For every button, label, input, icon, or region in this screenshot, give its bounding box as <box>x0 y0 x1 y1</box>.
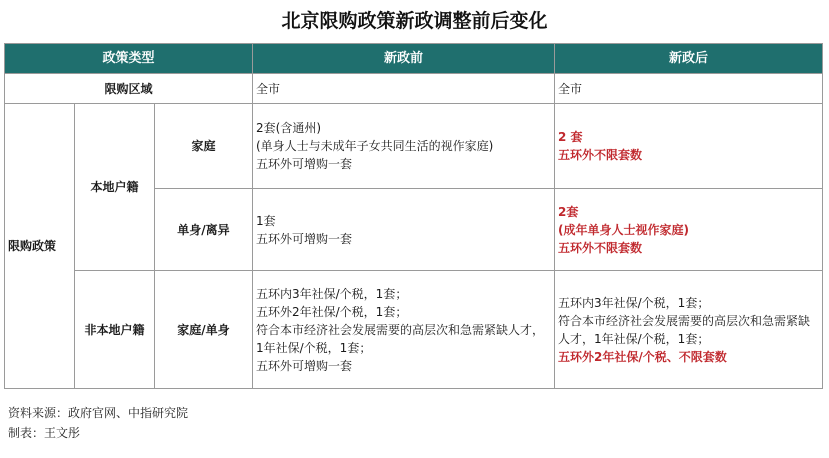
local-single-before-line: 1套 <box>256 213 276 228</box>
local-single-before-line: 五环外可增购一套 <box>256 231 353 246</box>
area-after: 全市 <box>555 74 823 104</box>
local-family-before <box>253 104 555 189</box>
local-family-after <box>555 104 823 189</box>
area-before: 全市 <box>253 74 555 104</box>
nonlocal-after-line: 五环内3年社保/个税，1套； <box>558 295 710 310</box>
nonlocal-before-line: 五环外2年社保/个税，1套； <box>256 304 408 319</box>
nonlocal-before <box>253 271 555 389</box>
local-family-after-line: 五环外不限套数 <box>558 148 643 162</box>
local-family-label: 家庭 <box>155 104 253 189</box>
nonlocal-after <box>555 271 823 389</box>
header-after: 新政后 <box>555 44 823 74</box>
table-row-local-family <box>5 104 823 189</box>
table-row-nonlocal <box>5 271 823 389</box>
nonlocal-before-line: 五环外可增购一套 <box>256 358 353 373</box>
page-title: 北京限购政策新政调整前后变化 <box>281 10 548 32</box>
local-single-after-line: 2套 <box>558 204 579 219</box>
header-policy-type: 政策类型 <box>5 44 253 74</box>
area-label: 限购区域 <box>5 74 253 104</box>
local-single-after-line: 五环外不限套数 <box>558 240 643 255</box>
source-notes <box>8 403 188 443</box>
local-family-after-line: 2 套 <box>558 130 583 144</box>
local-family-before-line: 2套(含通州) <box>256 121 321 135</box>
made-by-text: 制表：王文彤 <box>8 426 81 440</box>
local-single-before <box>253 189 555 271</box>
policy-label: 限购政策 <box>5 104 75 389</box>
data-source-text: 资料来源：政府官网、中指研究院 <box>8 406 189 420</box>
local-family-before-line: 五环外可增购一套 <box>256 157 353 171</box>
local-single-after <box>555 189 823 271</box>
nonlocal-label: 非本地户籍 <box>75 271 155 389</box>
nonlocal-before-line: 符合本市经济社会发展需要的高层次和急需紧缺人才，1年社保/个税，1套； <box>256 322 545 355</box>
nonlocal-type-label: 家庭/单身 <box>155 271 253 389</box>
nonlocal-before-line: 五环内3年社保/个税，1套； <box>256 286 408 301</box>
local-family-before-line: (单身人士与未成年子女共同生活的视作家庭) <box>256 139 494 153</box>
table-header-row <box>5 44 823 74</box>
policy-table <box>4 43 823 389</box>
local-single-label: 单身/离异 <box>155 189 253 271</box>
nonlocal-after-line: 符合本市经济社会发展需要的高层次和急需紧缺人才，1年社保/个税，1套； <box>558 313 811 346</box>
local-single-after-line: (成年单身人士视作家庭) <box>558 222 689 237</box>
nonlocal-after-line: 五环外2年社保/个税、不限套数 <box>558 349 727 364</box>
table-row-area <box>5 74 823 104</box>
local-label: 本地户籍 <box>75 104 155 271</box>
header-before: 新政前 <box>253 44 555 74</box>
